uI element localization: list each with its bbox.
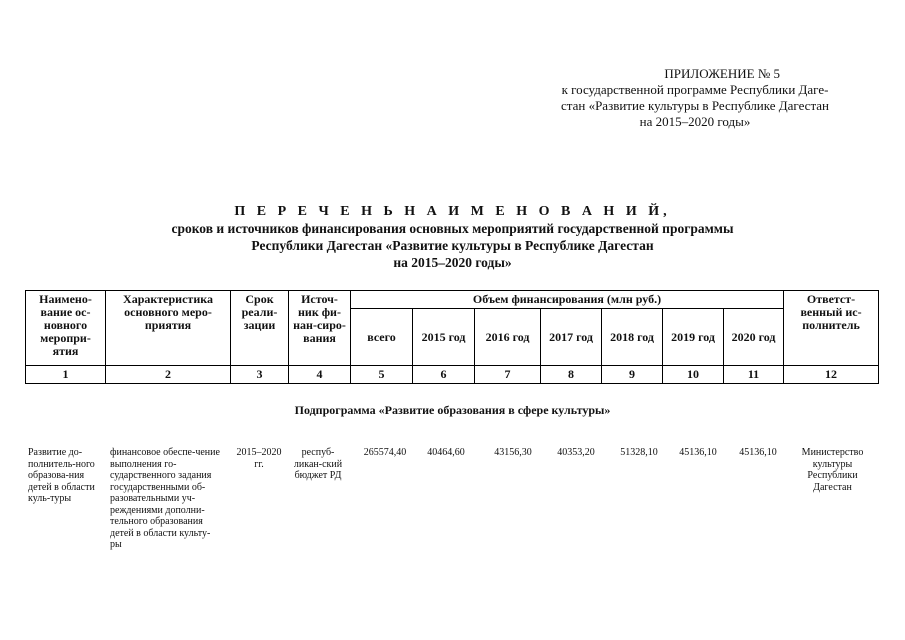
row-name: Развитие до-полнитель-ного образова-ния детей в области куль-туры xyxy=(28,447,95,504)
appendix-line-1: к государственной программе Республики Даге- xyxy=(561,82,829,97)
col-number: 7 xyxy=(475,366,541,384)
header-2015: 2015 год xyxy=(413,309,475,366)
appendix-block xyxy=(520,66,870,130)
col-number: 9 xyxy=(602,366,663,384)
col-number: 10 xyxy=(663,366,724,384)
header-2019: 2019 год xyxy=(663,309,724,366)
header-characteristic: Характеристика основного меро-приятия xyxy=(106,291,231,366)
row-total: 265574,40 xyxy=(363,447,407,458)
header-2016: 2016 год xyxy=(475,309,541,366)
row-2015: 40464,60 xyxy=(427,447,465,458)
row-term: 2015–2020 гг. xyxy=(236,447,282,470)
col-number: 12 xyxy=(784,366,879,384)
header-total: всего xyxy=(351,309,413,366)
header-term: Срок реали-зации xyxy=(231,291,289,366)
col-number: 4 xyxy=(289,366,351,384)
col-number: 11 xyxy=(724,366,784,384)
header-2017: 2017 год xyxy=(541,309,602,366)
row-2019: 45136,10 xyxy=(679,447,717,458)
appendix-title: ПРИЛОЖЕНИЕ № 5 xyxy=(664,66,780,81)
col-number: 3 xyxy=(231,366,289,384)
heading-line-4: на 2015–2020 годы» xyxy=(393,255,512,270)
col-number: 2 xyxy=(106,366,231,384)
col-number: 8 xyxy=(541,366,602,384)
subprogram-title: Подпрограмма «Развитие образования в сфере культуры» xyxy=(294,403,611,417)
header-funding-group: Объем финансирования (млн руб.) xyxy=(351,291,784,309)
header-2020: 2020 год xyxy=(724,309,784,366)
header-source: Источ-ник фи-нан-сиро-вания xyxy=(289,291,351,366)
row-2017: 40353,20 xyxy=(557,447,595,458)
row-2018: 51328,10 xyxy=(620,447,658,458)
appendix-line-2: стан «Развитие культуры в Республике Дагестан xyxy=(560,98,830,113)
row-responsible: Министерство культуры Республики Дагестан xyxy=(801,447,864,493)
header-name: Наимено-вание ос-новного меропри-ятия xyxy=(26,291,106,366)
header-2018: 2018 год xyxy=(602,309,663,366)
heading-line-3: Республики Дагестан «Развитие культуры в Республике Дагестан xyxy=(251,238,654,253)
col-number: 5 xyxy=(351,366,413,384)
row-source: респуб-ликан-ский бюджет РД xyxy=(293,447,343,481)
appendix-line-3: на 2015–2020 годы» xyxy=(639,114,751,129)
row-2020: 45136,10 xyxy=(739,447,777,458)
col-number: 1 xyxy=(26,366,106,384)
heading-title: П Е Р Е Ч Е Н Ь Н А И М Е Н О В А Н И Й, xyxy=(234,204,671,219)
row-characteristic: финансовое обеспе-чение выполнения го-сударственного задания государственными об-разовательными уч-реждениями дополни-тельного образования детей в области культу-ры xyxy=(110,447,220,550)
table-header xyxy=(25,290,878,384)
document-heading xyxy=(0,203,905,271)
heading-line-2: сроков и источников финансирования основных мероприятий государственной программы xyxy=(171,221,734,236)
col-number: 6 xyxy=(413,366,475,384)
row-2016: 43156,30 xyxy=(494,447,532,458)
header-responsible: Ответст-венный ис-полнитель xyxy=(784,291,879,366)
